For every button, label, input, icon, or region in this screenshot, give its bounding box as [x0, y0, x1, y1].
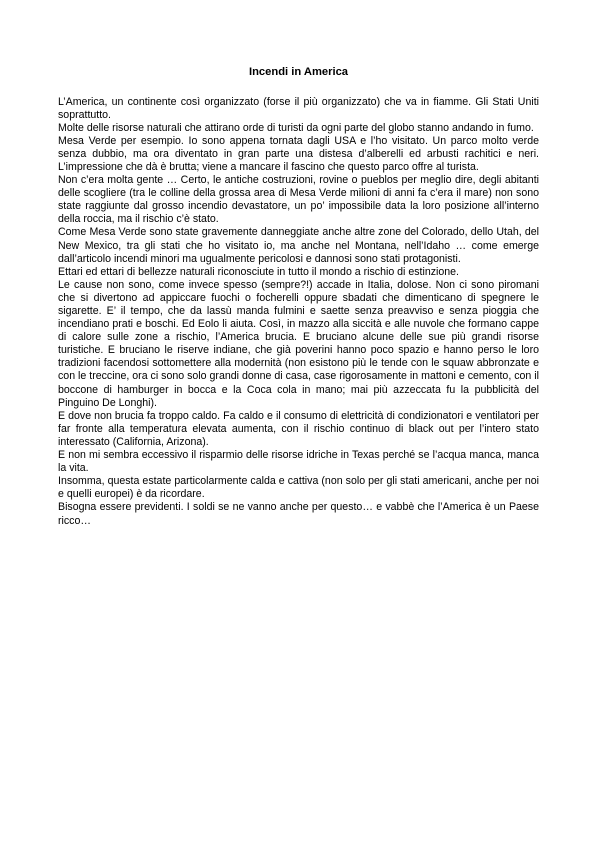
document-page: [58, 66, 539, 528]
paragraph: Mesa Verde per esempio. Io sono appena tornata dagli USA e l’ho visitato. Un parco molto verde senza dubbio, ma ora diventato in gran parte una distesa d’alberelli ed arbusti rachitici e neri. L’impressione che dà è brutta; viene a mancare il fascino che questo parco offre al turista.: [58, 134, 539, 173]
paragraph: Come Mesa Verde sono state gravemente danneggiate anche altre zone del Colorado, dello Utah, del New Mexico, tra gli stati che ho visitato io, ma anche nel Montana, nell’Idaho … come emerge dall’articolo incendi minori ma ugualmente pericolosi e dannosi sono stati protagonisti.: [58, 226, 539, 265]
paragraph: Bisogna essere previdenti. I soldi se ne vanno anche per questo… e vabbè che l’America è un Paese ricco…: [58, 501, 539, 527]
paragraph: Molte delle risorse naturali che attirano orde di turisti da ogni parte del globo stanno andando in fumo.: [58, 121, 534, 134]
paragraph: E dove non brucia fa troppo caldo. Fa caldo e il consumo di elettricità di condizionatori e ventilatori per far fronte alla temperatura elevata aumenta, con il rischio continuo di black out per l’intero stato interessato (California, Arizona).: [58, 409, 539, 448]
paragraph: Insomma, questa estate particolarmente calda e cattiva (non solo per gli stati americani, anche per noi e quelli europei) è da ricordare.: [58, 475, 539, 501]
document-title: Incendi in America: [248, 66, 349, 78]
paragraph: L’America, un continente così organizzato (forse il più organizzato) che va in fiamme. Gli Stati Uniti soprattutto.: [58, 95, 539, 121]
document-body: [58, 96, 539, 528]
paragraph: Non c’era molta gente … Certo, le antiche costruzioni, rovine o pueblos per meglio dire, degli abitanti delle scogliere (tra le colline della grossa area di Mesa Verde milioni di anni fa c’era il mare) non sono state raggiunte dal grosso incendio devastatore, un po’ impossibile data la loro posizione all’interno della roccia, ma il rischio c’è stato.: [58, 174, 539, 226]
paragraph: Le cause non sono, come invece spesso (sempre?!) accade in Italia, dolose. Non ci sono piromani che si divertono ad appiccare fuochi o focherelli oppure sbadati che dimenticano di spegnere le sigarette. E’ il tempo, che da lassù manda fulmini e saette senza preavviso e senza pioggia che incendiano prati e boschi. Ed Eolo li aiuta. Così, in mazzo alla siccità e alle nuvole che formano cappe di calore sulle zone a rischio, l’America brucia. E bruciano alcune delle sue più grandi risorse turistiche. E bruciano le riserve indiane, che già poverini hanno poco spazio e hanno perso le loro tradizioni facendosi sottomettere alla modernità (non esistono più le tende con le squaw abbronzate e con le treccine, ora ci sono solo grandi donne di casa, case rigorosamente in mattoni e cemento, con il boccone di hamburger in bocca e la Coca cola in mano; mai più azzeccata fu la pubblicità del Pinguino De Longhi).: [58, 278, 539, 409]
paragraph: E non mi sembra eccessivo il risparmio delle risorse idriche in Texas perché se l’acqua manca, manca la vita.: [58, 449, 539, 475]
paragraph: Ettari ed ettari di bellezze naturali riconosciute in tutto il mondo a rischio di estinzione.: [58, 265, 460, 278]
